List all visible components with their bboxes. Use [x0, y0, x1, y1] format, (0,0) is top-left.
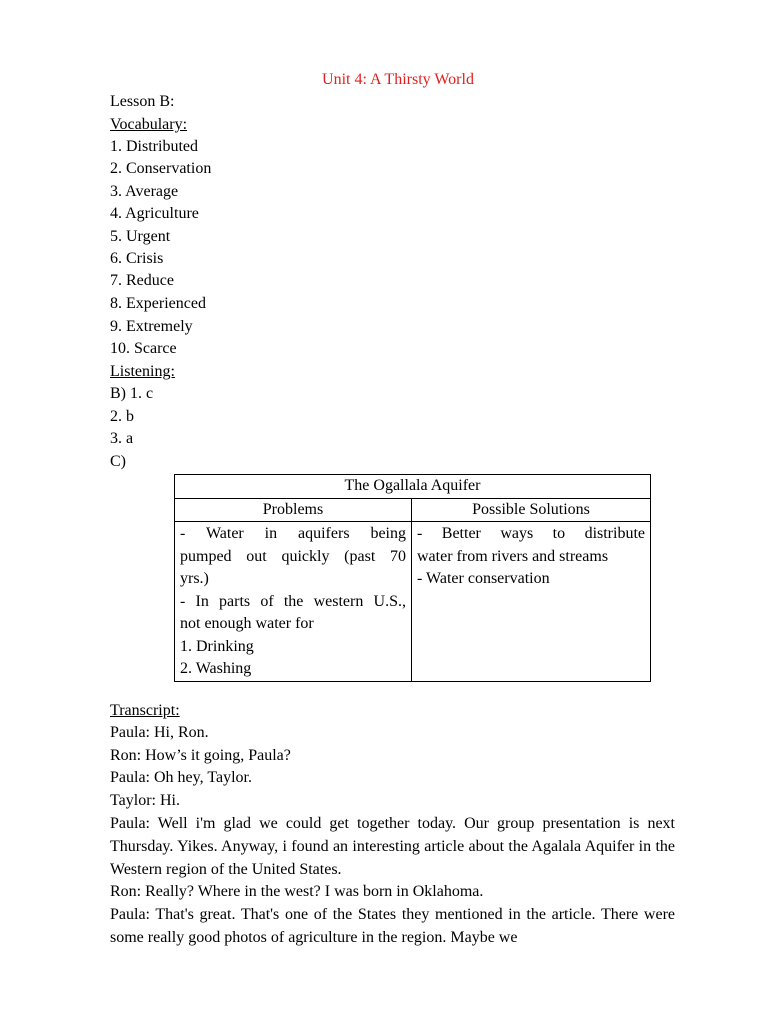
solution-line: - Better ways to distribute	[417, 525, 645, 542]
transcript-paragraph: Paula: That's great. That's one of the States they mentioned in the article. There were some really good photos of agriculture in the region. Maybe we	[110, 906, 675, 946]
problem-line: pumped out quickly (past 70	[180, 547, 406, 565]
problem-line: 2. Washing	[180, 660, 252, 677]
vocabulary-item: 3. Average	[110, 183, 179, 200]
solution-line: water from rivers and streams	[417, 547, 609, 565]
solution-line: - Water conservation	[417, 570, 550, 587]
lesson-label: Lesson B:	[110, 93, 175, 110]
document-title: Unit 4: A Thirsty World	[322, 71, 474, 88]
vocabulary-item: 6. Crisis	[110, 250, 164, 267]
transcript-line: Ron: How’s it going, Paula?	[110, 747, 291, 764]
table-caption: The Ogallala Aquifer	[175, 475, 651, 499]
listening-answer: 3. a	[110, 430, 134, 447]
problem-line: yrs.)	[180, 570, 209, 587]
vocabulary-heading: Vocabulary:	[110, 116, 188, 133]
listening-heading: Listening:	[110, 363, 175, 380]
problem-line: not enough water for	[180, 615, 314, 632]
problem-line: - Water in aquifers being	[180, 525, 406, 542]
problem-line: - In parts of the western U.S.,	[180, 592, 406, 610]
listening-answer: C)	[110, 453, 126, 470]
listening-answer: 2. b	[110, 408, 134, 425]
vocabulary-item: 7. Reduce	[110, 272, 174, 289]
problems-cell	[175, 522, 412, 682]
vocabulary-item: 1. Distributed	[110, 138, 198, 155]
transcript-line: Paula: Oh hey, Taylor.	[110, 769, 252, 786]
table-header-solutions: Possible Solutions	[412, 498, 651, 522]
transcript-paragraph: Paula: Well i'm glad we could get together today. Our group presentation is next Thursday. Yikes. Anyway, i found an interesting article about the Agalala Aquifer in the Western region of the United States.	[110, 815, 675, 878]
vocabulary-item: 9. Extremely	[110, 318, 193, 335]
transcript-line: Ron: Really? Where in the west? I was born in Oklahoma.	[110, 883, 484, 900]
transcript-line: Paula: Hi, Ron.	[110, 724, 209, 741]
vocabulary-item: 4. Agriculture	[110, 205, 199, 222]
vocabulary-item: 2. Conservation	[110, 160, 212, 177]
solutions-cell	[412, 522, 651, 682]
listening-answer: B) 1. c	[110, 385, 154, 402]
transcript-line: Taylor: Hi.	[110, 792, 180, 809]
table-header-problems: Problems	[175, 498, 412, 522]
vocabulary-item: 5. Urgent	[110, 228, 171, 245]
problem-line: 1. Drinking	[180, 637, 254, 655]
vocabulary-item: 8. Experienced	[110, 295, 206, 312]
aquifer-table	[174, 474, 651, 682]
transcript-heading: Transcript:	[110, 702, 180, 719]
vocabulary-item: 10. Scarce	[110, 340, 177, 357]
